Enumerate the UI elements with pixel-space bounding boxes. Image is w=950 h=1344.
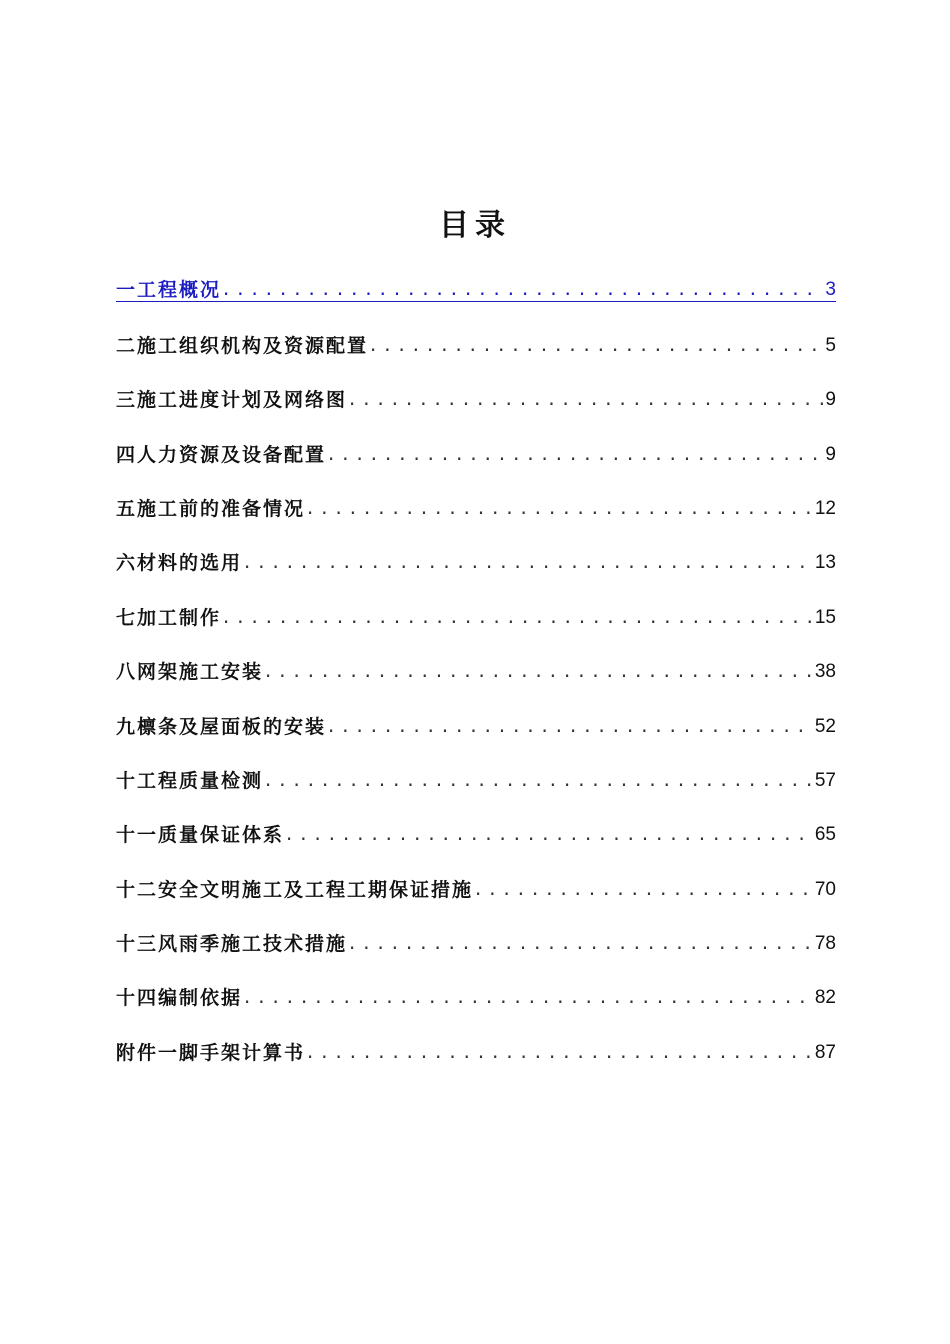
toc-entry-number: 七 (116, 606, 138, 629)
dot-leader (305, 498, 813, 520)
toc-entry-page: 82 (814, 987, 836, 1009)
toc-entry-number: 六 (116, 552, 138, 575)
toc-entry-number: 十二 (116, 878, 159, 901)
toc-entry-2[interactable] (116, 320, 836, 374)
dot-leader (221, 279, 823, 301)
toc-entry-4[interactable] (116, 429, 836, 483)
toc-entry-5[interactable] (116, 484, 836, 538)
dot-leader (263, 661, 813, 683)
table-of-contents (116, 266, 836, 1082)
toc-entry-title: 施工组织机构及资源配置 (137, 334, 369, 357)
toc-entry-number: 十 (116, 769, 138, 792)
page-title: 目录 (439, 208, 511, 243)
dot-leader (263, 770, 813, 792)
toc-entry-number: 五 (116, 497, 138, 520)
toc-entry-6[interactable] (116, 538, 836, 592)
toc-entry-title: 施工前的准备情况 (137, 497, 306, 520)
dot-leader (347, 933, 813, 955)
toc-entry-page: 65 (814, 824, 836, 846)
dot-leader (221, 607, 813, 629)
dot-leader (284, 824, 813, 846)
toc-entry-1[interactable] (116, 266, 836, 320)
toc-entry-title: 脚手架计算书 (179, 1041, 306, 1064)
toc-link[interactable] (116, 279, 836, 302)
toc-entry-page: 52 (814, 715, 836, 737)
toc-entry-10[interactable] (116, 756, 836, 810)
toc-entry-number: 八 (116, 661, 138, 684)
toc-entry-page: 38 (814, 661, 836, 683)
toc-entry-15[interactable] (116, 1027, 836, 1081)
toc-entry-number: 一 (116, 279, 138, 302)
toc-entry-title: 工程质量检测 (137, 769, 264, 792)
toc-entry-title: 安全文明施工及工程工期保证措施 (158, 878, 474, 901)
toc-entry-number: 附件一 (116, 1041, 180, 1064)
toc-entry-page: 70 (814, 878, 836, 900)
toc-entry-title: 工程概况 (137, 279, 222, 302)
dot-leader (326, 444, 823, 466)
toc-entry-7[interactable] (116, 592, 836, 646)
toc-entry-title: 风雨季施工技术措施 (158, 933, 348, 956)
toc-entry-number: 十四 (116, 987, 159, 1010)
toc-entry-8[interactable] (116, 647, 836, 701)
toc-entry-page: 9 (825, 443, 836, 465)
toc-entry-page: 12 (814, 497, 836, 519)
dot-leader (368, 335, 823, 357)
toc-entry-number: 四 (116, 443, 138, 466)
dot-leader (242, 987, 813, 1009)
toc-entry-page: 57 (814, 769, 836, 791)
toc-entry-title: 施工进度计划及网络图 (137, 389, 348, 412)
dot-leader (347, 389, 823, 411)
dot-leader (242, 552, 813, 574)
toc-entry-number: 九 (116, 715, 138, 738)
toc-entry-11[interactable] (116, 810, 836, 864)
dot-leader (305, 1042, 813, 1064)
toc-entry-page: 78 (814, 933, 836, 955)
toc-entry-page: 5 (825, 334, 836, 356)
dot-leader (326, 716, 813, 738)
toc-entry-page: 15 (814, 606, 836, 628)
toc-entry-12[interactable] (116, 864, 836, 918)
toc-entry-title: 质量保证体系 (158, 824, 285, 847)
toc-entry-page: 3 (825, 279, 836, 301)
toc-entry-page: 13 (814, 552, 836, 574)
toc-entry-13[interactable] (116, 919, 836, 973)
toc-entry-14[interactable] (116, 973, 836, 1027)
toc-entry-title: 檩条及屋面板的安装 (137, 715, 327, 738)
toc-entry-number: 二 (116, 334, 138, 357)
toc-entry-number: 三 (116, 389, 138, 412)
toc-entry-page: 87 (814, 1041, 836, 1063)
toc-entry-title: 编制依据 (158, 987, 243, 1010)
dot-leader (473, 879, 813, 901)
toc-entry-page: 9 (825, 389, 836, 411)
toc-entry-title: 加工制作 (137, 606, 222, 629)
toc-entry-title: 网架施工安装 (137, 661, 264, 684)
toc-entry-number: 十一 (116, 824, 159, 847)
toc-entry-3[interactable] (116, 375, 836, 429)
toc-entry-number: 十三 (116, 933, 159, 956)
toc-entry-title: 人力资源及设备配置 (137, 443, 327, 466)
toc-entry-9[interactable] (116, 701, 836, 755)
toc-entry-title: 材料的选用 (137, 552, 243, 575)
